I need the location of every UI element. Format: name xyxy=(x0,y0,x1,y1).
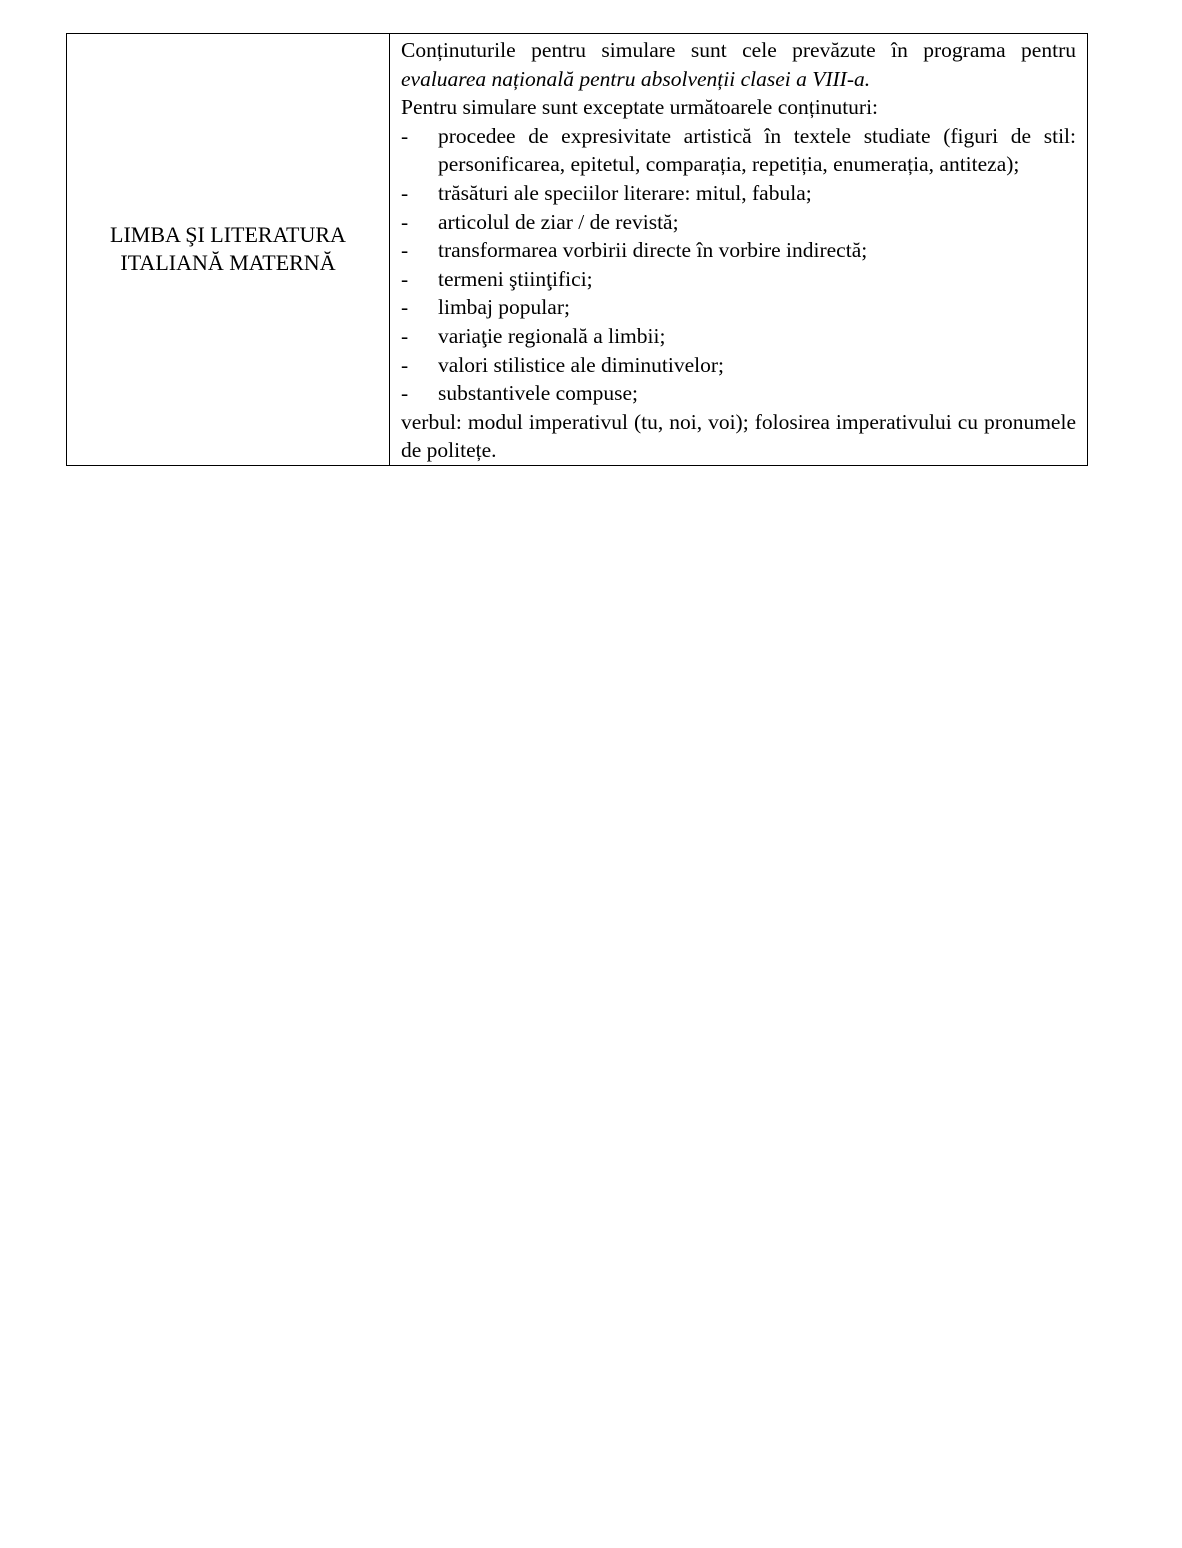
list-dash: - xyxy=(401,123,409,148)
list-item-text: variaţie regională a limbii; xyxy=(438,323,666,348)
list-item-text: procedee de expresivitate artistică în textele studiate (figuri de stil: personificarea, epitetul, comparația, repetiția, enumerația, antiteza); xyxy=(438,123,1076,177)
intro-text: Conținuturile pentru simulare sunt cele prevăzute în programa pentru xyxy=(401,38,1076,62)
list-item xyxy=(401,265,1076,294)
list-item xyxy=(401,379,1076,408)
list-dash: - xyxy=(401,323,409,348)
table-row xyxy=(67,34,1088,466)
list-item xyxy=(401,122,1076,179)
list-item-text: articolul de ziar / de revistă; xyxy=(438,209,679,234)
subject-line-1: LIMBA ŞI LITERATURA xyxy=(110,222,346,248)
subject-line-2: ITALIANĂ MATERNĂ xyxy=(120,250,336,276)
list-item xyxy=(401,236,1076,265)
list-item-text: transformarea vorbirii directe în vorbire indirectă; xyxy=(438,238,868,263)
list-item xyxy=(401,322,1076,351)
details-cell xyxy=(390,34,1088,466)
subject-cell xyxy=(67,34,390,466)
list-item xyxy=(401,179,1076,208)
list-item xyxy=(401,208,1076,237)
list-dash: - xyxy=(401,209,409,234)
list-dash: - xyxy=(401,352,409,377)
list-item-text: termeni ştiinţifici; xyxy=(438,266,593,291)
list-item xyxy=(401,351,1076,380)
list-item-text: limbaj popular; xyxy=(438,295,570,320)
list-item-text: valori stilistice ale diminutivelor; xyxy=(438,352,725,377)
list-dash: - xyxy=(401,266,409,291)
closing-text: verbul: modul imperativul (tu, noi, voi); folosirea imperativului cu pronumele de politețe. xyxy=(401,409,1076,463)
list-dash: - xyxy=(401,381,409,406)
list-item-text: trăsături ale speciilor literare: mitul, fabula; xyxy=(438,180,812,205)
list-dash: - xyxy=(401,180,409,205)
list-item xyxy=(401,293,1076,322)
content-table xyxy=(66,33,1088,466)
list-dash: - xyxy=(401,238,409,263)
list-dash: - xyxy=(401,295,409,320)
exceptions-heading: Pentru simulare sunt exceptate următoarele conținuturi: xyxy=(401,95,879,120)
exceptions-list xyxy=(401,122,1076,408)
intro-italic-text: evaluarea națională pentru absolvenții clasei a VIII-a. xyxy=(401,66,871,91)
list-item-text: substantivele compuse; xyxy=(438,381,639,406)
